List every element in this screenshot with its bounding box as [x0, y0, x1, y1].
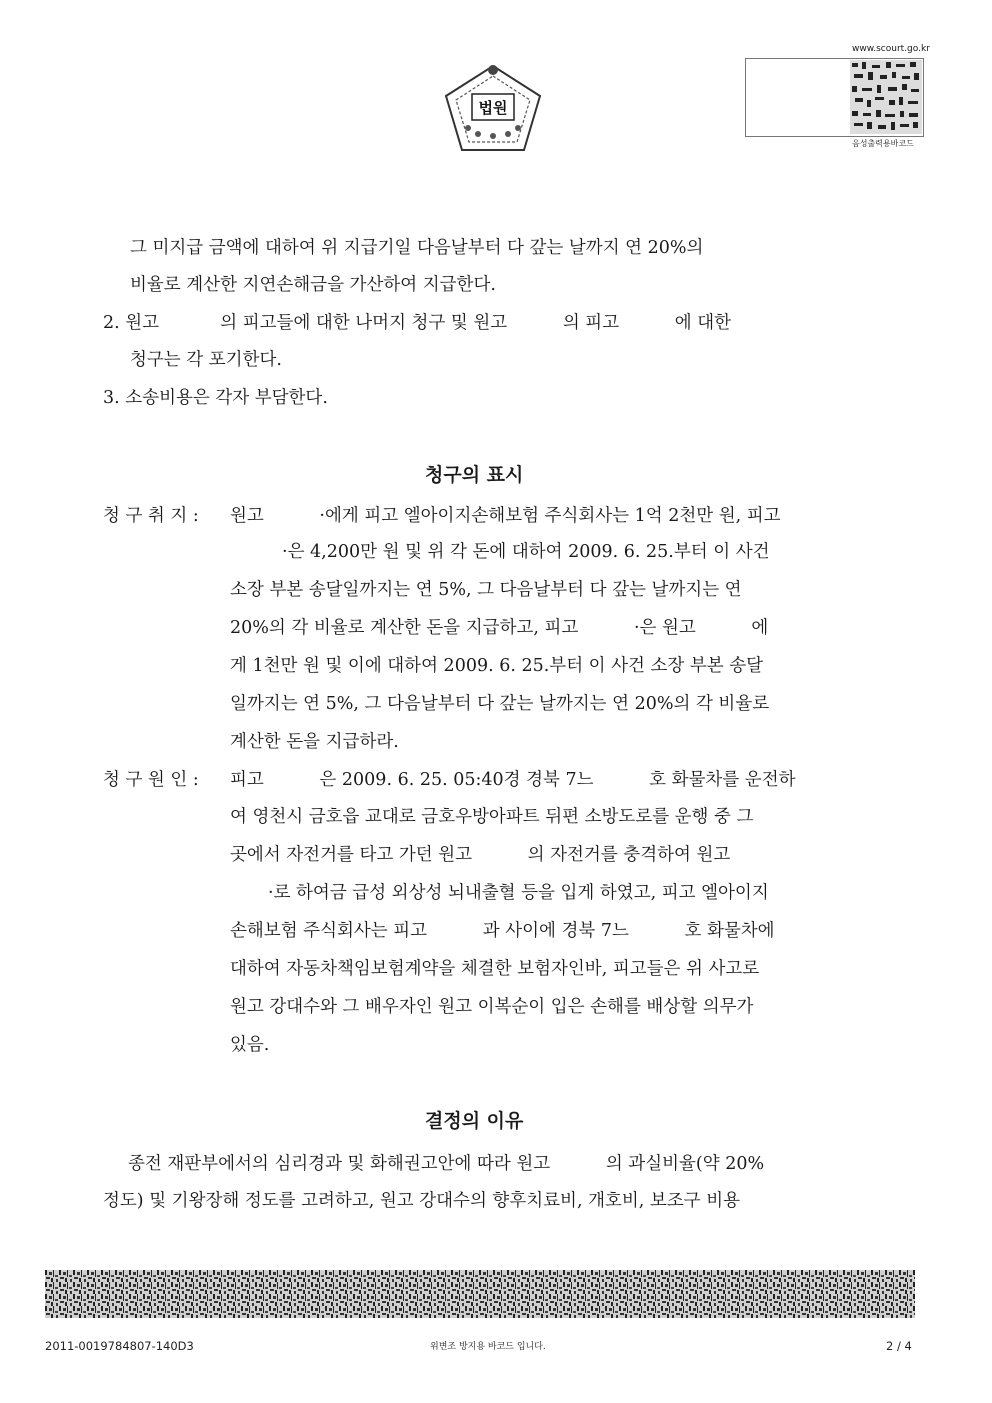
claim-purpose-line: 20%의 각 비율로 계산한 돈을 지급하고, 피고 ·은 원고 에: [230, 618, 769, 638]
reason-line: 정도) 및 기왕장해 정도를 고려하고, 원고 강대수의 향후치료비, 개호비, 보조구 비용: [103, 1191, 741, 1211]
site-url: www.scourt.go.kr: [852, 44, 930, 54]
court-seal-icon: [438, 62, 548, 158]
claim-purpose-line: ·은 4,200만 원 및 위 각 돈에 대하여 2009. 6. 25.부터 이 사건: [282, 542, 770, 562]
body-line: 그 미지급 금액에 대하여 위 지급기일 다음날부터 다 갚는 날까지 연 20%의: [130, 238, 704, 258]
claim-cause-line: 손해보험 주식회사는 피고 과 사이에 경북 7느 호 화물차에: [230, 921, 775, 941]
body-line: 3. 소송비용은 각자 부담한다.: [103, 388, 328, 408]
claim-cause-line: 피고 은 2009. 6. 25. 05:40경 경북 7느 호 화물차를 운전하: [230, 770, 796, 790]
claim-cause-line: 여 영천시 금호읍 교대로 금호우방아파트 뒤편 소방도로를 운행 중 그: [230, 807, 754, 827]
claim-purpose-label: 청 구 취 지 :: [103, 506, 199, 526]
section-title-claim: 청구의 표시: [425, 464, 524, 486]
claim-cause-line: 원고 강대수와 그 배우자인 원고 이복순이 입은 손해를 배상할 의무가: [230, 997, 754, 1017]
claim-cause-label: 청 구 원 인 :: [103, 770, 199, 790]
body-line: 2. 원고 의 피고들에 대한 나머지 청구 및 원고 의 피고 에 대한: [103, 313, 732, 333]
section-title-reason: 결정의 이유: [425, 1110, 524, 1132]
claim-cause-line: 있음.: [230, 1035, 270, 1055]
barcode-caption: 음성출력용바코드: [852, 139, 914, 148]
claim-cause-line: 대하여 자동차책임보험계약을 체결한 보험자인바, 피고들은 위 사고로: [230, 959, 760, 979]
claim-purpose-line: 일까지는 연 5%, 그 다음날부터 다 갚는 날까지는 연 20%의 각 비율로: [230, 694, 770, 714]
body-line: 청구는 각 포기한다.: [130, 350, 282, 370]
claim-purpose-line: 원고 ·에게 피고 엘아이지손해보험 주식회사는 1억 2천만 원, 피고: [230, 506, 781, 526]
page-number: 2 / 4: [886, 1339, 912, 1353]
barcode-note: 위변조 방지용 바코드 입니다.: [430, 1342, 546, 1352]
claim-cause-line: 곳에서 자전거를 타고 가던 원고 의 자전거를 충격하여 원고: [230, 845, 731, 865]
claim-purpose-line: 게 1천만 원 및 이에 대하여 2009. 6. 25.부터 이 사건 소장 부본 송달: [230, 656, 764, 676]
seal-text: 법원: [478, 99, 508, 117]
qr-code-icon: [850, 60, 922, 134]
reason-line: 종전 재판부에서의 심리경과 및 화해권고안에 따라 원고 의 과실비율(약 20%: [128, 1154, 765, 1174]
anti-forgery-barcode-icon: [45, 1270, 915, 1318]
claim-purpose-line: 계산한 돈을 지급하라.: [230, 732, 399, 752]
body-line: 비율로 계산한 지연손해금을 가산하여 지급한다.: [130, 275, 496, 295]
document-number: 2011-0019784807-140D3: [45, 1339, 194, 1353]
claim-purpose-line: 소장 부본 송달일까지는 연 5%, 그 다음날부터 다 갚는 날까지는 연: [230, 580, 742, 600]
claim-cause-line: ·로 하여금 급성 외상성 뇌내출혈 등을 입게 하였고, 피고 엘아이지: [268, 883, 769, 903]
